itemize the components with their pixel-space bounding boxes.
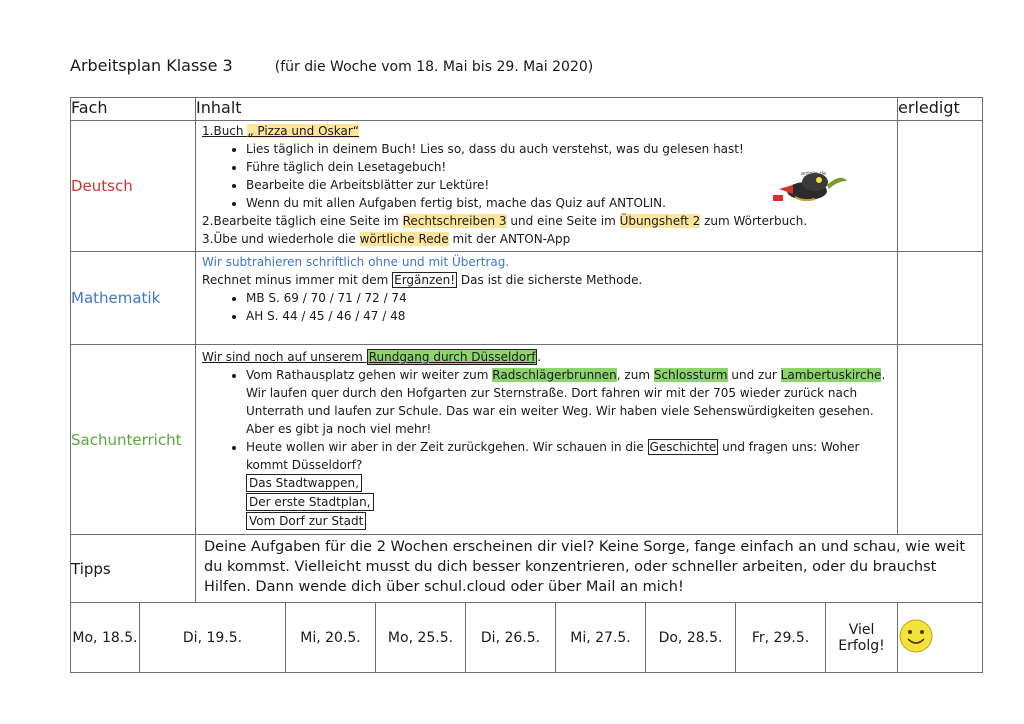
- list-item: • MB S. 69 / 70 / 71 / 72 / 74: [246, 289, 891, 307]
- list-item: • Wenn du mit allen Aufgaben fertig bist, mache das Quiz auf ANTOLIN.: [246, 194, 891, 212]
- day-cell[interactable]: Mi, 27.5.: [556, 603, 646, 673]
- smiley-cell: [898, 603, 983, 673]
- content-sachunterricht: [196, 345, 898, 535]
- list-item: • Lies täglich in deinem Buch! Lies so, dass du auch verstehst, was du gelesen hast!: [246, 140, 891, 158]
- deutsch-line-3: 3.Übe und wiederhole die wörtliche Rede mit der ANTON-App: [202, 232, 571, 246]
- row-sachunterricht: [71, 345, 983, 535]
- topic-box: Der erste Stadtplan,: [246, 493, 374, 511]
- list-item: • Führe täglich dein Lesetagebuch!: [246, 158, 891, 176]
- row-days: [71, 603, 983, 673]
- topic-box: Das Stadtwappen,: [246, 474, 362, 492]
- document-header: [70, 56, 593, 75]
- content-mathematik: [196, 252, 898, 345]
- sachunterricht-task-list: [202, 366, 891, 531]
- list-item: • Vom Rathausplatz gehen wir weiter zum Radschlägerbrunnen, zum Schlossturm und zur Lambertuskirche. Wir laufen quer durch den Hofgarten zur Sternstraße. Dort fahren wir mit der 705 wieder zurück nach Unterrath und laufen zur Schule. Das war ein weiter Weg. Wir haben viele Sehenswürdigkeiten gesehen. Aber es gibt ja noch viel mehr!: [246, 366, 891, 438]
- boxed-term: Ergänzen!: [394, 273, 456, 287]
- document-title: Arbeitsplan Klasse 3: [70, 56, 233, 75]
- day-cell[interactable]: Di, 26.5.: [466, 603, 556, 673]
- subject-mathematik: Mathematik: [71, 252, 196, 345]
- header-subject: Fach: [71, 98, 196, 121]
- mascot-caption: antolin.de: [801, 171, 827, 177]
- row-deutsch: [71, 121, 983, 252]
- closing-line-2: Erfolg!: [838, 637, 885, 654]
- table-header-row: [71, 98, 983, 121]
- day-cell[interactable]: Fr, 29.5.: [736, 603, 826, 673]
- topic-box: Vom Dorf zur Stadt: [246, 512, 366, 530]
- subject-sachunterricht: Sachunterricht: [71, 345, 196, 535]
- header-content: Inhalt: [196, 98, 898, 121]
- antolin-raven-icon: [771, 169, 851, 203]
- list-item: • Heute wollen wir aber in der Zeit zurückgehen. Wir schauen in die Geschichte und fragen uns: Woher kommt Düsseldorf? Das Stadtwappen, Der erste Stadtplan, Vom Dorf zur Stadt: [246, 438, 891, 531]
- deutsch-line-2: 2.Bearbeite täglich eine Seite im Rechtschreiben 3 und eine Seite im Übungsheft 2 zum Wörterbuch.: [202, 214, 808, 228]
- tipps-label: Tipps: [71, 535, 196, 603]
- row-tipps: [71, 535, 983, 603]
- book-title: „ Pizza und Oskar“: [247, 124, 360, 138]
- header-done: erledigt: [898, 98, 983, 121]
- list-item: • AH S. 44 / 45 / 46 / 47 / 48: [246, 307, 891, 325]
- list-item: • Bearbeite die Arbeitsblätter zur Lektüre!: [246, 176, 891, 194]
- sachunterricht-intro: Wir sind noch auf unserem Rundgang durch Düsseldorf .: [202, 350, 542, 364]
- tipps-text: Deine Aufgaben für die 2 Wochen erscheinen dir viel? Keine Sorge, fange einfach an und schau, wie weit du kommst. Vielleicht musst du dich besser konzentrieren, oder schneller arbeiten, oder du brauchst Hilfen. Dann wende dich über schul.cloud oder über Mail an mich!: [196, 535, 983, 603]
- day-cell[interactable]: Di, 19.5.: [140, 603, 286, 673]
- closing-cell: [826, 603, 898, 673]
- day-cell[interactable]: Do, 28.5.: [646, 603, 736, 673]
- done-deutsch[interactable]: [898, 121, 983, 252]
- day-cell[interactable]: Mi, 20.5.: [286, 603, 376, 673]
- document-subtitle: (für die Woche vom 18. Mai bis 29. Mai 2020): [274, 59, 594, 75]
- work-plan-table: [70, 97, 983, 673]
- row-mathematik: [71, 252, 983, 345]
- closing-line-1: Viel: [848, 621, 875, 638]
- mathematik-line: Rechnet minus immer mit dem Ergänzen! Das ist die sicherste Methode.: [202, 273, 643, 287]
- smiley-face-icon: [898, 618, 934, 654]
- content-deutsch: [196, 121, 898, 252]
- subject-deutsch: Deutsch: [71, 121, 196, 252]
- day-cell[interactable]: Mo, 18.5.: [71, 603, 140, 673]
- done-mathematik[interactable]: [898, 252, 983, 345]
- day-cell[interactable]: Mo, 25.5.: [376, 603, 466, 673]
- mathematik-task-list: [202, 289, 891, 325]
- done-sachunterricht[interactable]: [898, 345, 983, 535]
- deutsch-book-line: 1.Buch „ Pizza und Oskar“: [202, 124, 360, 138]
- mathematik-intro: Wir subtrahieren schriftlich ohne und mit Übertrag.: [202, 255, 510, 269]
